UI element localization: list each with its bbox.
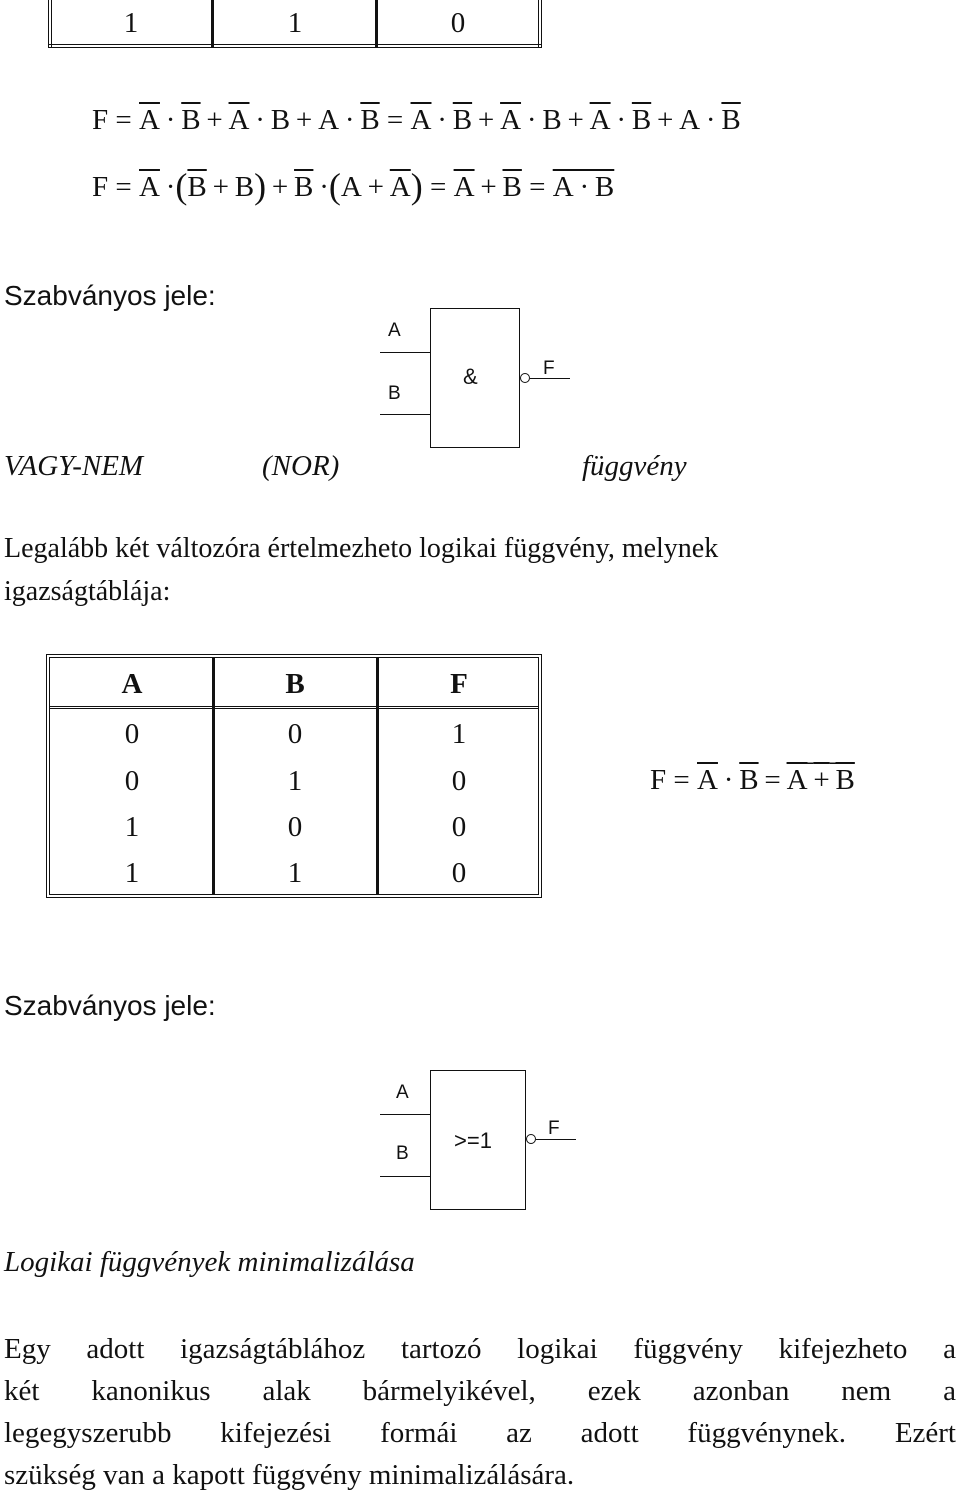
paragraph-line: legegyszerubb kifejezési formái az adott függvénynek. Ezért <box>4 1417 956 1449</box>
standard-symbol-label: Szabványos jele: <box>4 990 216 1021</box>
table-cell: 0 <box>287 811 303 843</box>
gate-input-b-label: B <box>396 1143 409 1164</box>
nand-gate-symbol <box>380 308 580 448</box>
table-cell: 0 <box>451 765 467 797</box>
gate-and-symbol: & <box>463 364 478 389</box>
table-header: B <box>285 668 305 700</box>
gate-output-label: F <box>548 1118 560 1139</box>
table-cell: 1 <box>451 718 467 750</box>
paragraph-line: szükség van a kapott függvény minimalizálására. <box>4 1459 575 1491</box>
table-cell: 1 <box>287 7 303 39</box>
gate-input-b-label: B <box>388 383 401 404</box>
table-cell: 1 <box>287 857 303 889</box>
nand-formula-line-2: $F = \overline{A} \cdot(\overline{B} + B) + \overline{B} \cdot(A + \overline{A}) = \overline{A} + \overline{B} = A \cdot B$ <box>92 166 615 206</box>
nor-heading-abbrev: (NOR) <box>262 450 340 482</box>
table-cell: 1 <box>124 811 140 843</box>
table-header: A <box>121 668 143 700</box>
gate-output-label: F <box>543 358 555 379</box>
nor-intro-line-1: Legalább két változóra értelmezheto logikai függvény, melynek <box>4 533 719 564</box>
gate-or-symbol: >=1 <box>454 1128 492 1153</box>
paragraph-line: két kanonikus alak bármelyikével, ezek azonban nem a <box>4 1375 956 1407</box>
table-cell: 1 <box>124 857 140 889</box>
table-header: F <box>450 668 468 700</box>
nor-heading-function: függvény <box>582 450 687 482</box>
nor-heading-name: VAGY-NEM <box>4 450 144 482</box>
standard-symbol-label: Szabványos jele: <box>4 280 216 311</box>
nand-formula-line-1: $F = \overline{A} \cdot \overline{B} + \overline{A} \cdot B + A \cdot \overline{B} = \overline{A} \cdot \overline{B} + \overline{A} \cdot B + \overline{A} \cdot \overline{B} + A \cdot \overline{B}$ <box>92 104 741 136</box>
gate-negation-bubble <box>526 1134 536 1144</box>
table-cell: 1 <box>123 7 139 39</box>
nor-formula: $F = \overline{A} \cdot \overline{B} = A + B$ <box>650 764 855 796</box>
nor-intro-line-2: igazságtáblája: <box>4 576 171 607</box>
table-cell: 0 <box>451 811 467 843</box>
gate-input-a-label: A <box>388 320 401 341</box>
table-cell: 0 <box>451 857 467 889</box>
table-cell: 0 <box>124 718 140 750</box>
gate-negation-bubble <box>520 373 530 383</box>
table-cell: 1 <box>287 765 303 797</box>
minimization-paragraph <box>4 1328 956 1496</box>
table-cell: 0 <box>450 7 466 39</box>
nor-gate-symbol <box>380 1070 580 1210</box>
table-cell: 0 <box>124 765 140 797</box>
nor-truth-table <box>46 654 542 898</box>
table-cell: 0 <box>287 718 303 750</box>
top-truth-table-fragment <box>48 0 542 50</box>
section-heading: Logikai függvények minimalizálása <box>4 1246 415 1278</box>
paragraph-line: Egy adott igazságtáblához tartozó logikai függvény kifejezheto a <box>4 1333 956 1365</box>
gate-input-a-label: A <box>396 1082 409 1103</box>
